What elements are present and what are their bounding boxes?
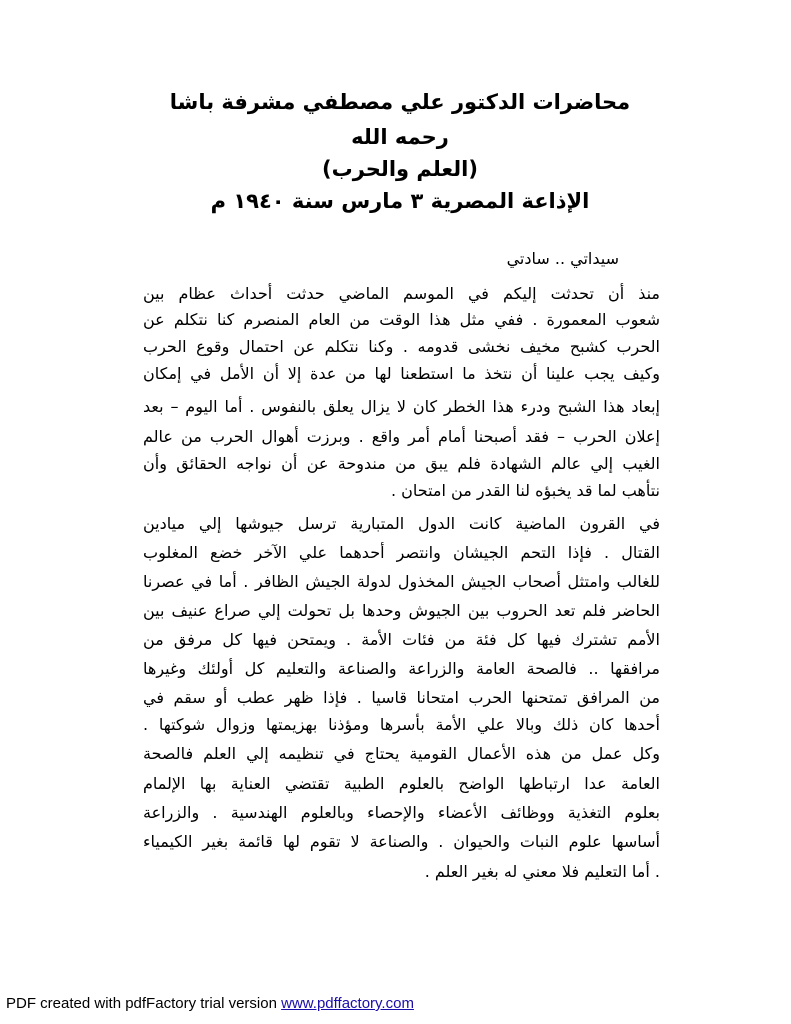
body-line: العامة عدا ارتباطها الواضح بالعلوم الطبية تقتضي العناية بها الإلمام bbox=[143, 774, 660, 793]
body-line: نتأهب لما قد يخبؤه لنا القدر من امتحان . bbox=[390, 481, 660, 500]
body-line: . أما التعليم فلا معني له بغير العلم . bbox=[424, 862, 660, 881]
body-line: القتال . فإذا التحم الجيشان وانتصر أحدهما علي الآخر خضع المغلوب bbox=[143, 543, 660, 562]
body-line: أساسها علوم النبات والحيوان . والصناعة لا تقوم لها قائمة بغير الكيمياء bbox=[143, 832, 660, 851]
body-line: الحرب كشبح مخيف نخشى قدومه . وكنا نتكلم عن احتمال وقوع الحرب bbox=[143, 337, 660, 356]
footer-text: PDF created with pdfFactory trial version bbox=[6, 995, 282, 1012]
broadcast-date: الإذاعة المصرية ٣ مارس سنة ١٩٤٠ م bbox=[210, 189, 590, 213]
body-line: وكل عمل من هذه الأعمال القومية يحتاج في تنظيمه إلي العلم فالصحة bbox=[143, 744, 660, 763]
body-line: بعلوم التغذية ووظائف الأعضاء والإحصاء وبالعلوم الهندسية . والزراعة bbox=[143, 803, 660, 822]
body-line: الأمم تشترك فيها كل فئة من فئات الأمة . ويمتحن فيها كل مرفق من bbox=[143, 630, 660, 649]
body-line: الحاضر فلم تعد الحروب بين الجيوش وحدها بل تحولت إلي صراع عنيف بين bbox=[143, 601, 660, 620]
salutation: سيداتي .. سادتي bbox=[506, 249, 619, 268]
dedication-line: رحمه الله bbox=[351, 125, 449, 149]
page-title: محاضرات الدكتور علي مصطفي مشرفة باشا bbox=[169, 90, 631, 114]
body-line: مرافقها .. فالصحة العامة والزراعة والصناعة والتعليم كل أولئك وغيرها bbox=[143, 659, 660, 678]
body-line: أحدها كان ذلك وبالا علي الأمة بأسرها ومؤذنا بهزيمتها وزوال شوكتها . bbox=[143, 715, 660, 734]
lecture-topic: (العلم والحرب) bbox=[322, 157, 478, 181]
body-line: وكيف يجب علينا أن نتخذ ما استطعنا لها من عدة إلا أن الأمل في إمكان bbox=[143, 364, 660, 383]
pdffactory-link[interactable]: www.pdffactory.com bbox=[281, 995, 414, 1012]
body-line: إبعاد هذا الشبح ودرء هذا الخطر كان لا يزال يعلق بالنفوس . أما اليوم – بعد bbox=[143, 397, 660, 416]
pdf-watermark-footer bbox=[6, 994, 414, 1014]
body-line: شعوب المعمورة . ففي مثل هذا الوقت من العام المنصرم كنا نتكلم عن bbox=[143, 310, 660, 329]
body-line: منذ أن تحدثت إليكم في الموسم الماضي حدثت أحداث عظام بين bbox=[143, 284, 660, 303]
body-line: للغالب وامتثل أصحاب الجيش المخذول لدولة الجيش الظافر . أما في عصرنا bbox=[143, 572, 660, 591]
body-line: من المرافق تمتحنها الحرب امتحانا قاسيا . فإذا ظهر عطب أو سقم في bbox=[143, 688, 660, 707]
body-line: في القرون الماضية كانت الدول المتبارية ترسل جيوشها إلي ميادين bbox=[143, 514, 660, 533]
body-line: الغيب إلي عالم الشهادة فلم يبق من مندوحة عن أن نواجه الحقائق وأن bbox=[143, 454, 660, 473]
body-line: إعلان الحرب – فقد أصبحنا أمام أمر واقع . وبرزت أهوال الحرب من عالم bbox=[143, 427, 660, 446]
